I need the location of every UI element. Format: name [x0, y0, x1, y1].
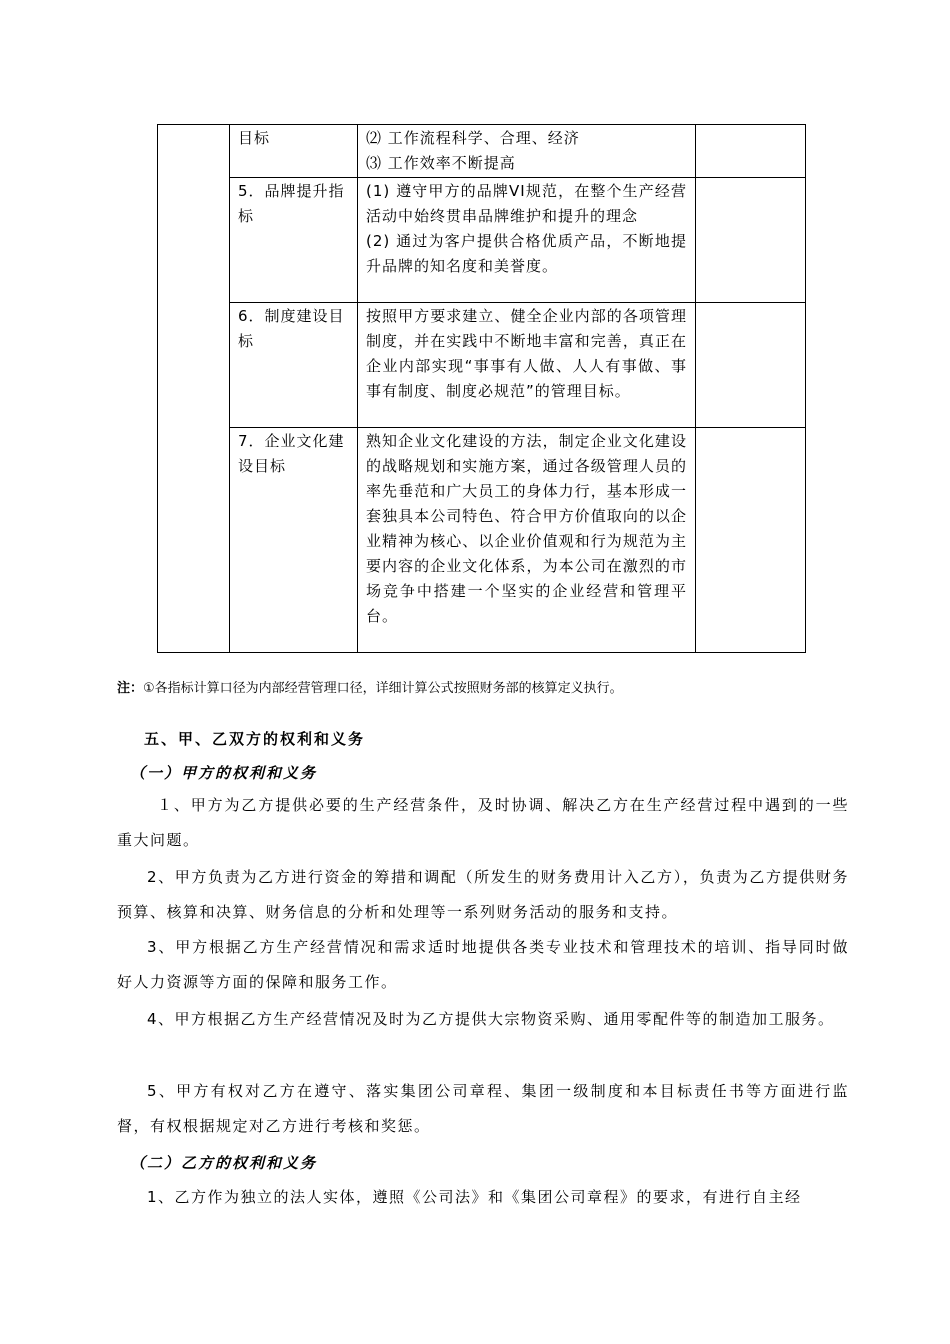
paragraph-a4: 4、甲方根据乙方生产经营情况及时为乙方提供大宗物资采购、通用零配件等的制造加工服务。	[147, 1010, 835, 1028]
subsection-heading-party-a: （一）甲方的权利和义务	[130, 764, 318, 782]
remark-cell	[696, 125, 806, 178]
remark-cell	[696, 178, 806, 303]
table-footnote	[117, 679, 623, 699]
target-content-cell: (1) 遵守甲方的品牌VI规范，在整个生产经营活动中始终贯串品牌维护和提升的理念 (2) 通过为客户提供合格优质产品，不断地提升品牌的知名度和美誉度。	[358, 178, 696, 303]
paragraph-a5: 5、甲方有权对乙方在遵守、落实集团公司章程、集团一级制度和本目标责任书等方面进行监督，有权根据规定对乙方进行考核和奖惩。	[117, 1082, 849, 1135]
target-name-cell: 7．企业文化建设目标	[230, 428, 358, 653]
section-heading: 五、甲、乙双方的权利和义务	[144, 730, 366, 748]
table-row	[158, 303, 806, 428]
paragraph-b1: 1、乙方作为独立的法人实体，遵照《公司法》和《集团公司章程》的要求，有进行自主经	[147, 1188, 802, 1206]
target-name-cell: 6．制度建设目标	[230, 303, 358, 428]
remark-cell	[696, 303, 806, 428]
table-row	[158, 178, 806, 303]
paragraph-a3: 3、甲方根据乙方生产经营情况和需求适时地提供各类专业技术和管理技术的培训、指导同时做好人力资源等方面的保障和服务工作。	[117, 938, 849, 991]
table-row	[158, 125, 806, 178]
note-text: ①各指标计算口径为内部经营管理口径，详细计算公式按照财务部的核算定义执行。	[143, 681, 623, 696]
paragraph-a1: １、甲方为乙方提供必要的生产经营条件，及时协调、解决乙方在生产经营过程中遇到的一些重大问题。	[117, 796, 849, 849]
note-label: 注：	[117, 681, 144, 696]
target-content-cell: 熟知企业文化建设的方法，制定企业文化建设的战略规划和实施方案，通过各级管理人员的率先垂范和广大员工的身体力行，基本形成一套独具本公司特色、符合甲方价值取向的以企业精神为核心、以企业价值观和行为规范为主要内容的企业文化体系，为本公司在激烈的市场竞争中搭建一个坚实的企业经营和管理平台。	[358, 428, 696, 653]
paragraph-a2: 2、甲方负责为乙方进行资金的筹措和调配（所发生的财务费用计入乙方），负责为乙方提供财务预算、核算和决算、财务信息的分析和处理等一系列财务活动的服务和支持。	[117, 868, 849, 921]
table-row	[158, 428, 806, 653]
targets-table	[157, 124, 806, 653]
subsection-heading-party-b: （二）乙方的权利和义务	[130, 1154, 318, 1172]
remark-cell	[696, 428, 806, 653]
target-content-cell: ⑵ 工作流程科学、合理、经济 ⑶ 工作效率不断提高	[358, 125, 696, 178]
category-cell	[158, 125, 230, 653]
target-content-cell: 按照甲方要求建立、健全企业内部的各项管理制度，并在实践中不断地丰富和完善，真正在企业内部实现“事事有人做、人人有事做、事事有制度、制度必规范”的管理目标。	[358, 303, 696, 428]
target-name-cell: 5．品牌提升指标	[230, 178, 358, 303]
target-name-cell: 目标	[230, 125, 358, 178]
